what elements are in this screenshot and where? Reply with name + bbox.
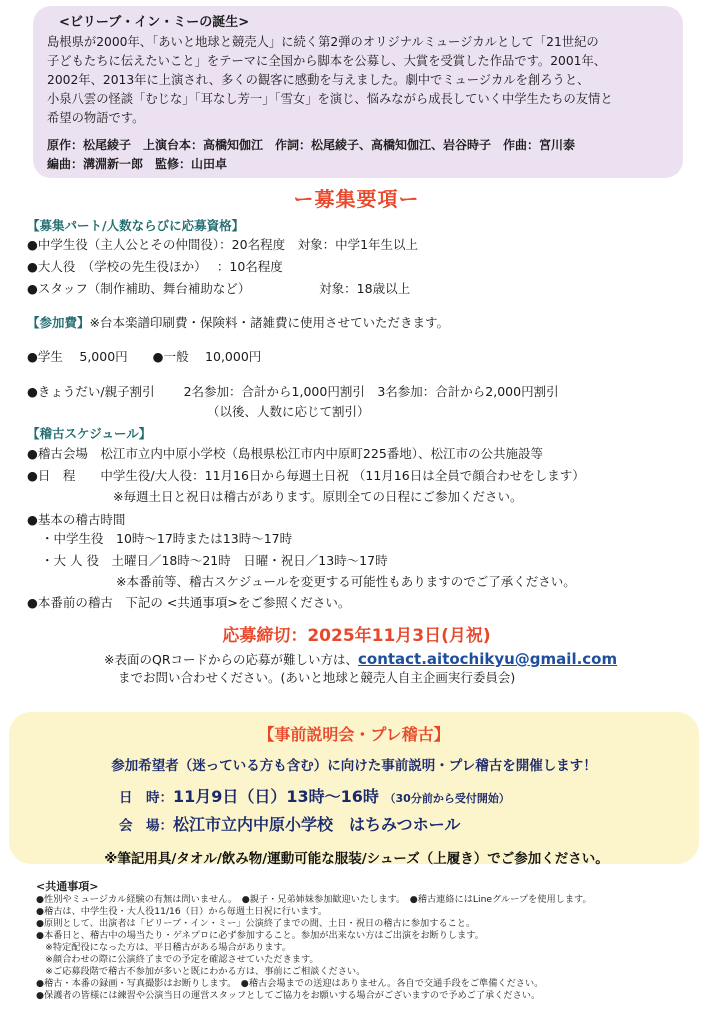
- pre-event-venue: [119, 812, 460, 835]
- recruit-row: ●中学生役（主人公とその仲間役）：20名程度 対象：中学1年生以上: [27, 237, 419, 252]
- common-item: ※特定配役になった方は、平日稽古がある場合があります。: [36, 942, 292, 953]
- fee-line: [27, 314, 449, 332]
- recruit-row: ●スタッフ（制作補助、舞台補助など） 対象：18歳以上: [27, 281, 411, 296]
- schedule-before-show: ●本番前の稽古 下記の <共通事項>をご参照ください。: [27, 595, 351, 610]
- fee-header: 【参加費】: [27, 315, 90, 330]
- intro-line: 小泉八雲の怪談「むじな」「耳なし芳一」「雪女」を演じ、悩みながら成長していく中学生たちの友情と: [47, 92, 613, 106]
- schedule-venue: ●稽古会場 松江市立内中原小学校（島根県松江市内中原町225番地）、松江市の公共施設等: [27, 446, 544, 461]
- schedule-header: 【稽古スケジュール】: [27, 426, 152, 441]
- date-label: 日 時：: [119, 790, 173, 806]
- schedule-basic-time: ●基本の稽古時間: [27, 512, 126, 527]
- schedule-dates-note: ※毎週土日と祝日は稽古があります。原則全ての日程にご参加ください。: [113, 489, 523, 504]
- contact-line: [104, 650, 617, 669]
- pre-event-date: [119, 784, 510, 807]
- contact-prefix: ※表面のQRコードからの応募が難しい方は、: [104, 652, 358, 667]
- common-item: ●原則として、出演者は「ビリーブ・イン・ミー」公演終了までの間、土日・祝日の稽古に参加すること。: [36, 918, 476, 929]
- venue-label: 会 場：: [119, 818, 173, 834]
- schedule-change-note: ※本番前等、稽古スケジュールを変更する可能性もありますのでご了承ください。: [116, 574, 576, 589]
- intro-line: 島根県が2000年、「あいと地球と競売人」に続く第2弾のオリジナルミュージカルとして「21世紀の: [47, 35, 599, 49]
- intro-body: [47, 33, 669, 128]
- intro-line: 子どもたちに伝えたいこと」をテーマに全国から脚本を公募し、大賞を受賞した作品です。2001年、: [47, 54, 607, 68]
- venue-value: 松江市立内中原小学校 はちみつホール: [173, 815, 461, 834]
- common-item: ●稽古は、中学生役・大人役11/16（日）から毎週土日祝に行います。: [36, 906, 328, 917]
- schedule-adult-time: ・大 人 役 土曜日／18時～21時 日曜・祝日／13時～17時: [41, 553, 388, 568]
- reception-note: （30分前から受付開始）: [384, 792, 510, 805]
- pre-event-desc: 参加希望者（迷っている方も含む）に向けた事前説明・プレ稽古を開催します！: [111, 758, 597, 774]
- pre-event-bring: ※筆記用具/タオル/飲み物/運動可能な服装/シューズ（上履き）でご参加ください。: [104, 851, 609, 867]
- pre-event-box: [9, 712, 699, 864]
- credits: [47, 136, 669, 174]
- fee-discount-note: （以後、人数に応じて割引）: [207, 404, 370, 419]
- credits-line: 編曲：溝淵新一郎 監修：山田卓: [47, 157, 228, 171]
- credits-line: 原作：松尾綾子 上演台本：高橋知伽江 作詞：松尾綾子、高橋知伽江、岩谷時子 作曲：宮川泰: [47, 138, 576, 152]
- common-item: ●保護者の皆様には練習や公演当日の運営スタッフとしてご協力をお願いする場合がございますので予めご了承ください。: [36, 990, 541, 1001]
- common-item: ●稽古・本番の録画・写真撮影はお断りします。 ●稽古会場までの送迎はありません。各自で交通手段をご準備ください。: [36, 978, 544, 989]
- contact-email-link[interactable]: contact.aitochikyu@gmail.com: [358, 650, 618, 668]
- recruit-header: 【募集パート/人数ならびに応募資格】: [27, 218, 245, 233]
- intro-box: [33, 6, 683, 178]
- pre-event-title: 【事前説明会・プレ稽古】: [258, 725, 450, 744]
- common-item: ※ご応募段階で稽古不参加が多いと既にわかる方は、事前にご相談ください。: [36, 966, 366, 977]
- recruit-row: ●大人役 （学校の先生役ほか） ：10名程度: [27, 259, 283, 274]
- common-items: [36, 880, 696, 1002]
- deadline: 応募締切：2025年11月3日(月祝): [222, 626, 491, 646]
- common-item: ●性別やミュージカル経験の有無は問いません。 ●親子・兄弟姉妹参加歓迎いたします。 ●稽古連絡にはLineグループを使用します。: [36, 894, 592, 905]
- schedule-junior-time: ・中学生役 10時～17時または13時～17時: [41, 531, 293, 546]
- common-item: ※顔合わせの際に公演終了までの予定を確認させていただきます。: [36, 954, 319, 965]
- intro-title: <ビリーブ・イン・ミーの誕生>: [59, 15, 250, 30]
- intro-line: 2002年、2013年に上演され、多くの観客に感動を与えました。劇中でミュージカルを創ろうと、: [47, 73, 590, 87]
- common-title: <共通事項>: [36, 880, 99, 893]
- schedule-dates: ●日 程 中学生役/大人役：11月16日から毎週土日祝 （11月16日は全員で顔合わせをします）: [27, 468, 585, 483]
- date-value: 11月9日（日）13時～16時: [173, 787, 379, 806]
- fee-discount: ●きょうだい/親子割引 2名参加：合計から1,000円割引 3名参加：合計から2,000円割引: [27, 384, 559, 399]
- common-item: ●本番日と、稽古中の場当たり・ゲネプロに必ず参加すること。参加が出来ない方はご出演をお断りします。: [36, 930, 484, 941]
- fee-note: ※台本楽譜印刷費・保険料・諸雑費に使用させていただきます。: [89, 315, 449, 330]
- intro-line: 希望の物語です。: [47, 111, 145, 125]
- section-title: ー募集要項ー: [293, 187, 420, 211]
- contact-suffix: までお問い合わせください。(あいと地球と競売人自主企画実行委員会): [118, 670, 516, 685]
- fee-prices: ●学生 5,000円 ●一般 10,000円: [27, 349, 262, 364]
